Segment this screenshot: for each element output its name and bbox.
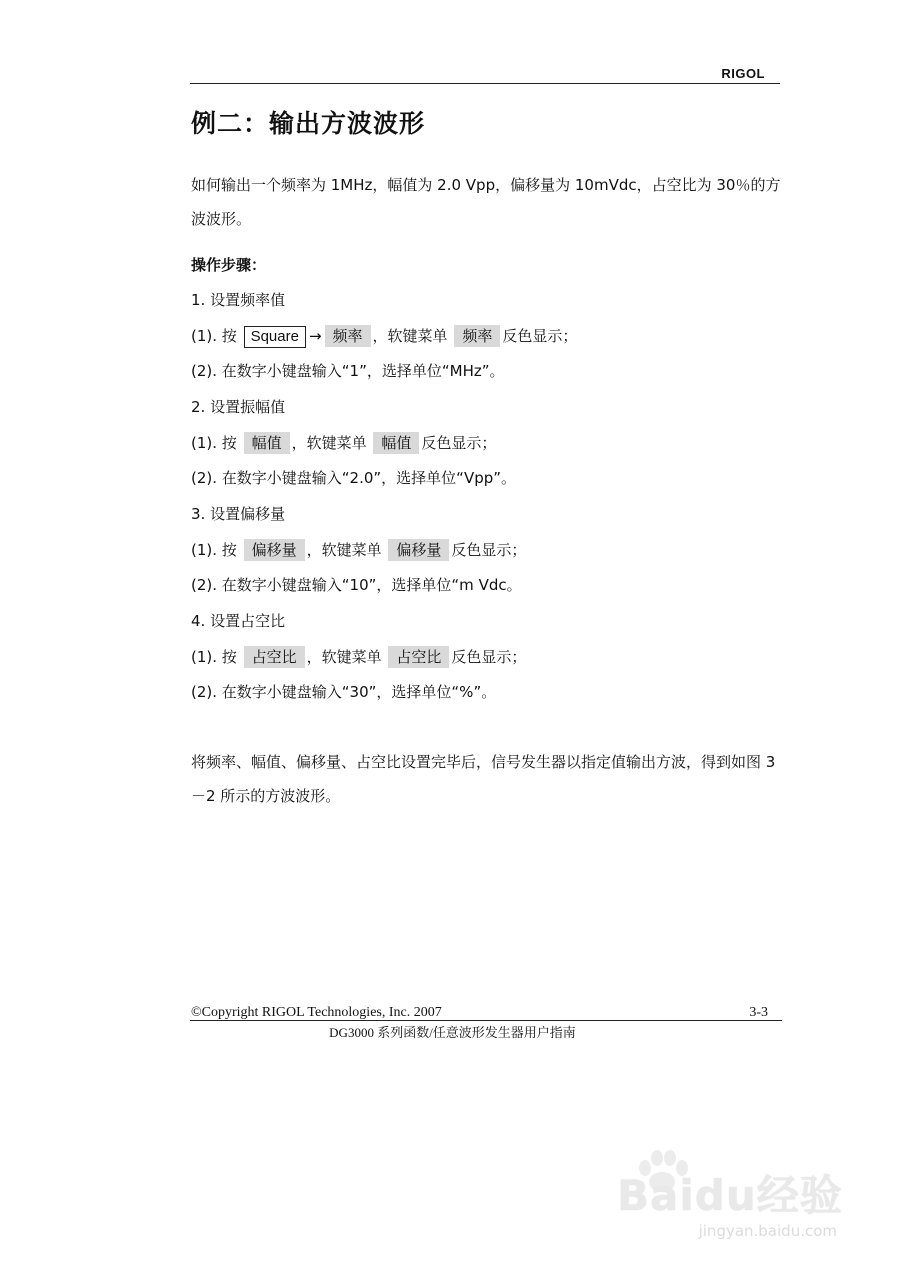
step-text: (1). 按: [191, 327, 237, 345]
step-text: 反色显示；: [421, 434, 497, 452]
step-4-heading: 4. 设置占空比: [191, 612, 286, 630]
arrow-icon: →: [308, 327, 322, 345]
step-2-heading: 2. 设置振幅值: [191, 398, 286, 416]
intro-paragraph: 如何输出一个频率为 1MHz，幅值为 2.0 Vpp，偏移量为 10mVdc，占空比为 30％的方波波形。: [191, 176, 781, 228]
conclusion-paragraph: 将频率、幅值、偏移量、占空比设置完毕后，信号发生器以指定值输出方波，得到如图 3－2 所示的方波波形。: [191, 753, 776, 805]
softkey-offset-menu: 偏移量: [388, 539, 449, 561]
step-text: (1). 按: [191, 648, 237, 666]
step-text: ，软键菜单: [306, 541, 382, 559]
step-text: 反色显示；: [451, 541, 527, 559]
step-text: 反色显示；: [502, 327, 578, 345]
footer-copyright: ©Copyright RIGOL Technologies, Inc. 2007: [191, 1005, 442, 1020]
footer-rule: [190, 1020, 782, 1021]
softkey-amplitude: 幅值: [244, 432, 290, 454]
step-text: ，软键菜单: [306, 648, 382, 666]
step-text: 反色显示；: [451, 648, 527, 666]
step-text: ，软键菜单: [291, 434, 367, 452]
step-text: ，软键菜单: [372, 327, 448, 345]
step-3-2: (2). 在数字小键盘输入“10”，选择单位“m Vdc。: [191, 576, 522, 594]
step-3-1: [191, 538, 526, 562]
softkey-amplitude-menu: 幅值: [373, 432, 419, 454]
section-title: 例二：输出方波波形: [191, 109, 426, 138]
step-1-heading: 1. 设置频率值: [191, 291, 286, 309]
page-number: 3-3: [749, 1005, 768, 1020]
step-2-1: [191, 431, 496, 455]
step-text: (1). 按: [191, 434, 237, 452]
watermark-logo: Baidu经验: [617, 1171, 843, 1220]
softkey-duty-cycle: 占空比: [244, 646, 305, 668]
step-1-1: [191, 324, 577, 348]
step-text: (1). 按: [191, 541, 237, 559]
step-4-2: (2). 在数字小键盘输入“30”，选择单位“%”。: [191, 683, 497, 701]
steps-heading: 操作步骤：: [191, 256, 267, 274]
step-2-2: (2). 在数字小键盘输入“2.0”，选择单位“Vpp”。: [191, 469, 517, 487]
step-4-1: [191, 645, 526, 669]
watermark-url: jingyan.baidu.com: [698, 1222, 837, 1240]
square-key: Square: [244, 326, 306, 348]
baidu-watermark: [617, 1148, 847, 1248]
footer-subtitle: DG3000 系列函数/任意波形发生器用户指南: [329, 1025, 576, 1040]
softkey-duty-cycle-menu: 占空比: [388, 646, 449, 668]
step-1-2: (2). 在数字小键盘输入“1”，选择单位“MHz”。: [191, 362, 505, 380]
softkey-frequency-menu: 频率: [454, 325, 500, 347]
brand-logo: RIGOL: [721, 66, 765, 81]
step-3-heading: 3. 设置偏移量: [191, 505, 286, 523]
header-rule: [190, 83, 780, 84]
softkey-offset: 偏移量: [244, 539, 305, 561]
softkey-frequency: 频率: [325, 325, 371, 347]
